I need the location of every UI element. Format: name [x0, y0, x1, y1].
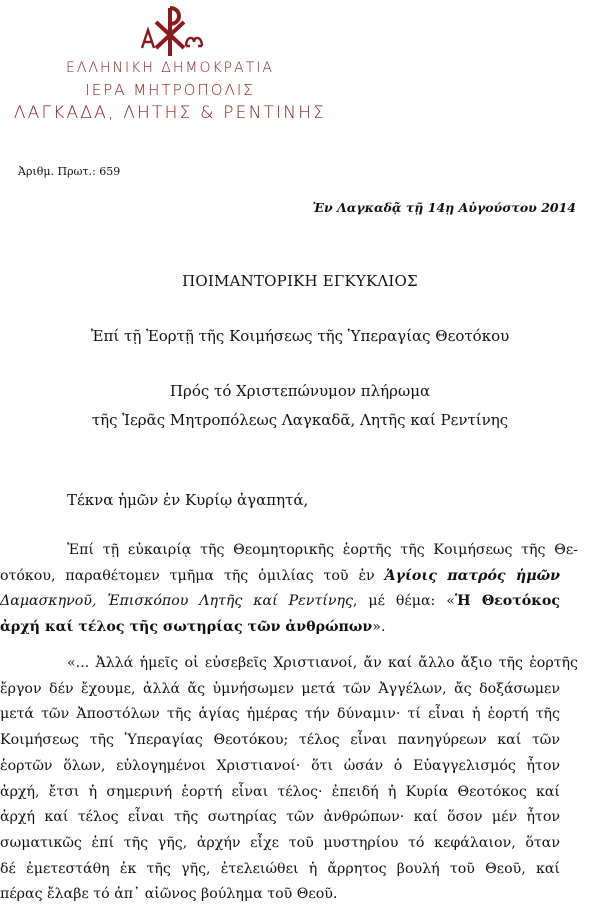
paragraph-2-line: πέρας ἔλαβε τό ἀπ᾽ αἰῶνος βούλημα τοῦ Θεοῦ. — [0, 886, 338, 903]
paragraph-2-line: σωματικῶς ἐπί τῆς γῆς, ἀρχήν εἶχε τοῦ μυστηρίου τό κεφάλαιον, ὅταν — [0, 834, 560, 851]
letterhead-state: ΕΛΛΗΝΙΚΗ ΔΗΜΟΚΡΑΤΙΑ — [66, 60, 274, 76]
paragraph-2-line: μετά τῶν Ἀποστόλων τῆς ἁγίας ἡμέρας τήν δύναμιν· τί εἶναι ἡ ἑορτή τῆς — [0, 706, 560, 723]
paragraph-2-line: «... Ἀλλά ἡμεῖς οἱ εὐσεβεῖς Χριστιανοί, ἄν καί ἄλλο ἄξιο τῆς ἑορτῆς — [67, 655, 578, 671]
author-name: Δαμασκηνοῦ, Ἐπισκόπου Λητῆς καί Ρεντίνης — [0, 593, 353, 610]
paragraph-2-line: Κοιμήσεως τῆς Ὑπεραγίας Θεοτόκου; τέλος εἶναι πανηγύρεων καί τῶν — [0, 732, 560, 749]
paragraph-1-text: , μέ θέμα: « — [352, 593, 455, 610]
paragraph-1-text: ». — [372, 619, 386, 636]
chi-rho-icon — [134, 2, 206, 58]
greeting: Τέκνα ἡμῶν ἐν Κυρίῳ ἀγαπητά, — [67, 491, 309, 509]
theme-start: Ἡ Θεοτόκος — [454, 593, 561, 610]
paragraph-1-line — [0, 615, 560, 641]
paragraph-2-line: δέ ἐμετεστάθη ἐκ τῆς γῆς, ἐτελειώθει ἡ ἄρρητος βουλή τοῦ Θεοῦ, καί — [0, 860, 560, 877]
paragraph-1-line — [0, 589, 560, 615]
protocol-number: Ἀριθμ. Πρωτ.: 659 — [18, 165, 121, 178]
saint-phrase: Ἁγίοις πατρός ἡμῶν — [384, 567, 560, 584]
paragraph-2-line: ἔργον δέν ἔχουμε, ἀλλά ἄς ὑμνήσωμεν μετά τῶν Ἀγγέλων, ἄς δοξάσωμεν — [0, 680, 560, 697]
document-subject: Ἐπί τῇ Ἑορτῇ τῆς Κοιμήσεως τῆς Ὑπεραγίας Θεοτόκου — [90, 327, 510, 345]
document-title: ΠΟΙΜΑΝΤΟΡΙΚΗ ΕΓΚΥΚΛΙΟΣ — [182, 272, 418, 290]
dateline: Ἐν Λαγκαδᾷ τῇ 14ῃ Αὐγούστου 2014 — [312, 200, 576, 215]
paragraph-2-line: ἀρχή καί τέλος εἶναι τῆς σωτηρίας τῶν ἀνθρώπων· καί ὅσον μέν ἦτον — [0, 809, 560, 826]
paragraph-1-line — [67, 538, 578, 564]
paragraph-2-line: ἑορτῶν ὅλων, εὐλογημένοι Χριστιανοί· ὅτι ὡσάν ὁ Εὐαγγελισμός ἦτον — [0, 757, 560, 774]
paragraph-1-line — [0, 564, 560, 590]
letterhead-diocese: ΛΑΓΚΑΔΑ, ΛΗΤΗΣ & ΡΕΝΤΙΝΗΣ — [13, 103, 327, 123]
paragraph-2 — [0, 651, 578, 908]
paragraph-1-text: Ἐπί τῇ εὐκαιρίᾳ τῆς Θεομητορικῆς ἑορτῆς τῆς Κοιμήσεως τῆς Θε- — [67, 542, 578, 558]
paragraph-1 — [0, 538, 578, 641]
paragraph-1-text: οτόκου, παραθέτομεν τμῆμα τῆς ὁμιλίας τοῦ ἐν — [0, 567, 385, 584]
addressee-line-2: τῆς Ἱερᾶς Μητροπόλεως Λαγκαδᾶ, Λητῆς καί Ρεντίνης — [91, 411, 509, 429]
theme-text: ἀρχή καί τέλος τῆς σωτηρίας τῶν ἀνθρώπων — [0, 619, 373, 636]
letterhead-metropolis: ΙΕΡΑ ΜΗΤΡΟΠΟΛΙΣ — [85, 81, 255, 99]
paragraph-2-line: ἀρχή, ἔτσι ἡ σημερινή ἑορτή εἶναι τέλος· ἐπειδή ἡ Κυρία Θεοτόκος καί — [0, 783, 560, 800]
addressee-line-1: Πρός τό Χριστεπώνυμον πλήρωμα — [169, 382, 431, 400]
